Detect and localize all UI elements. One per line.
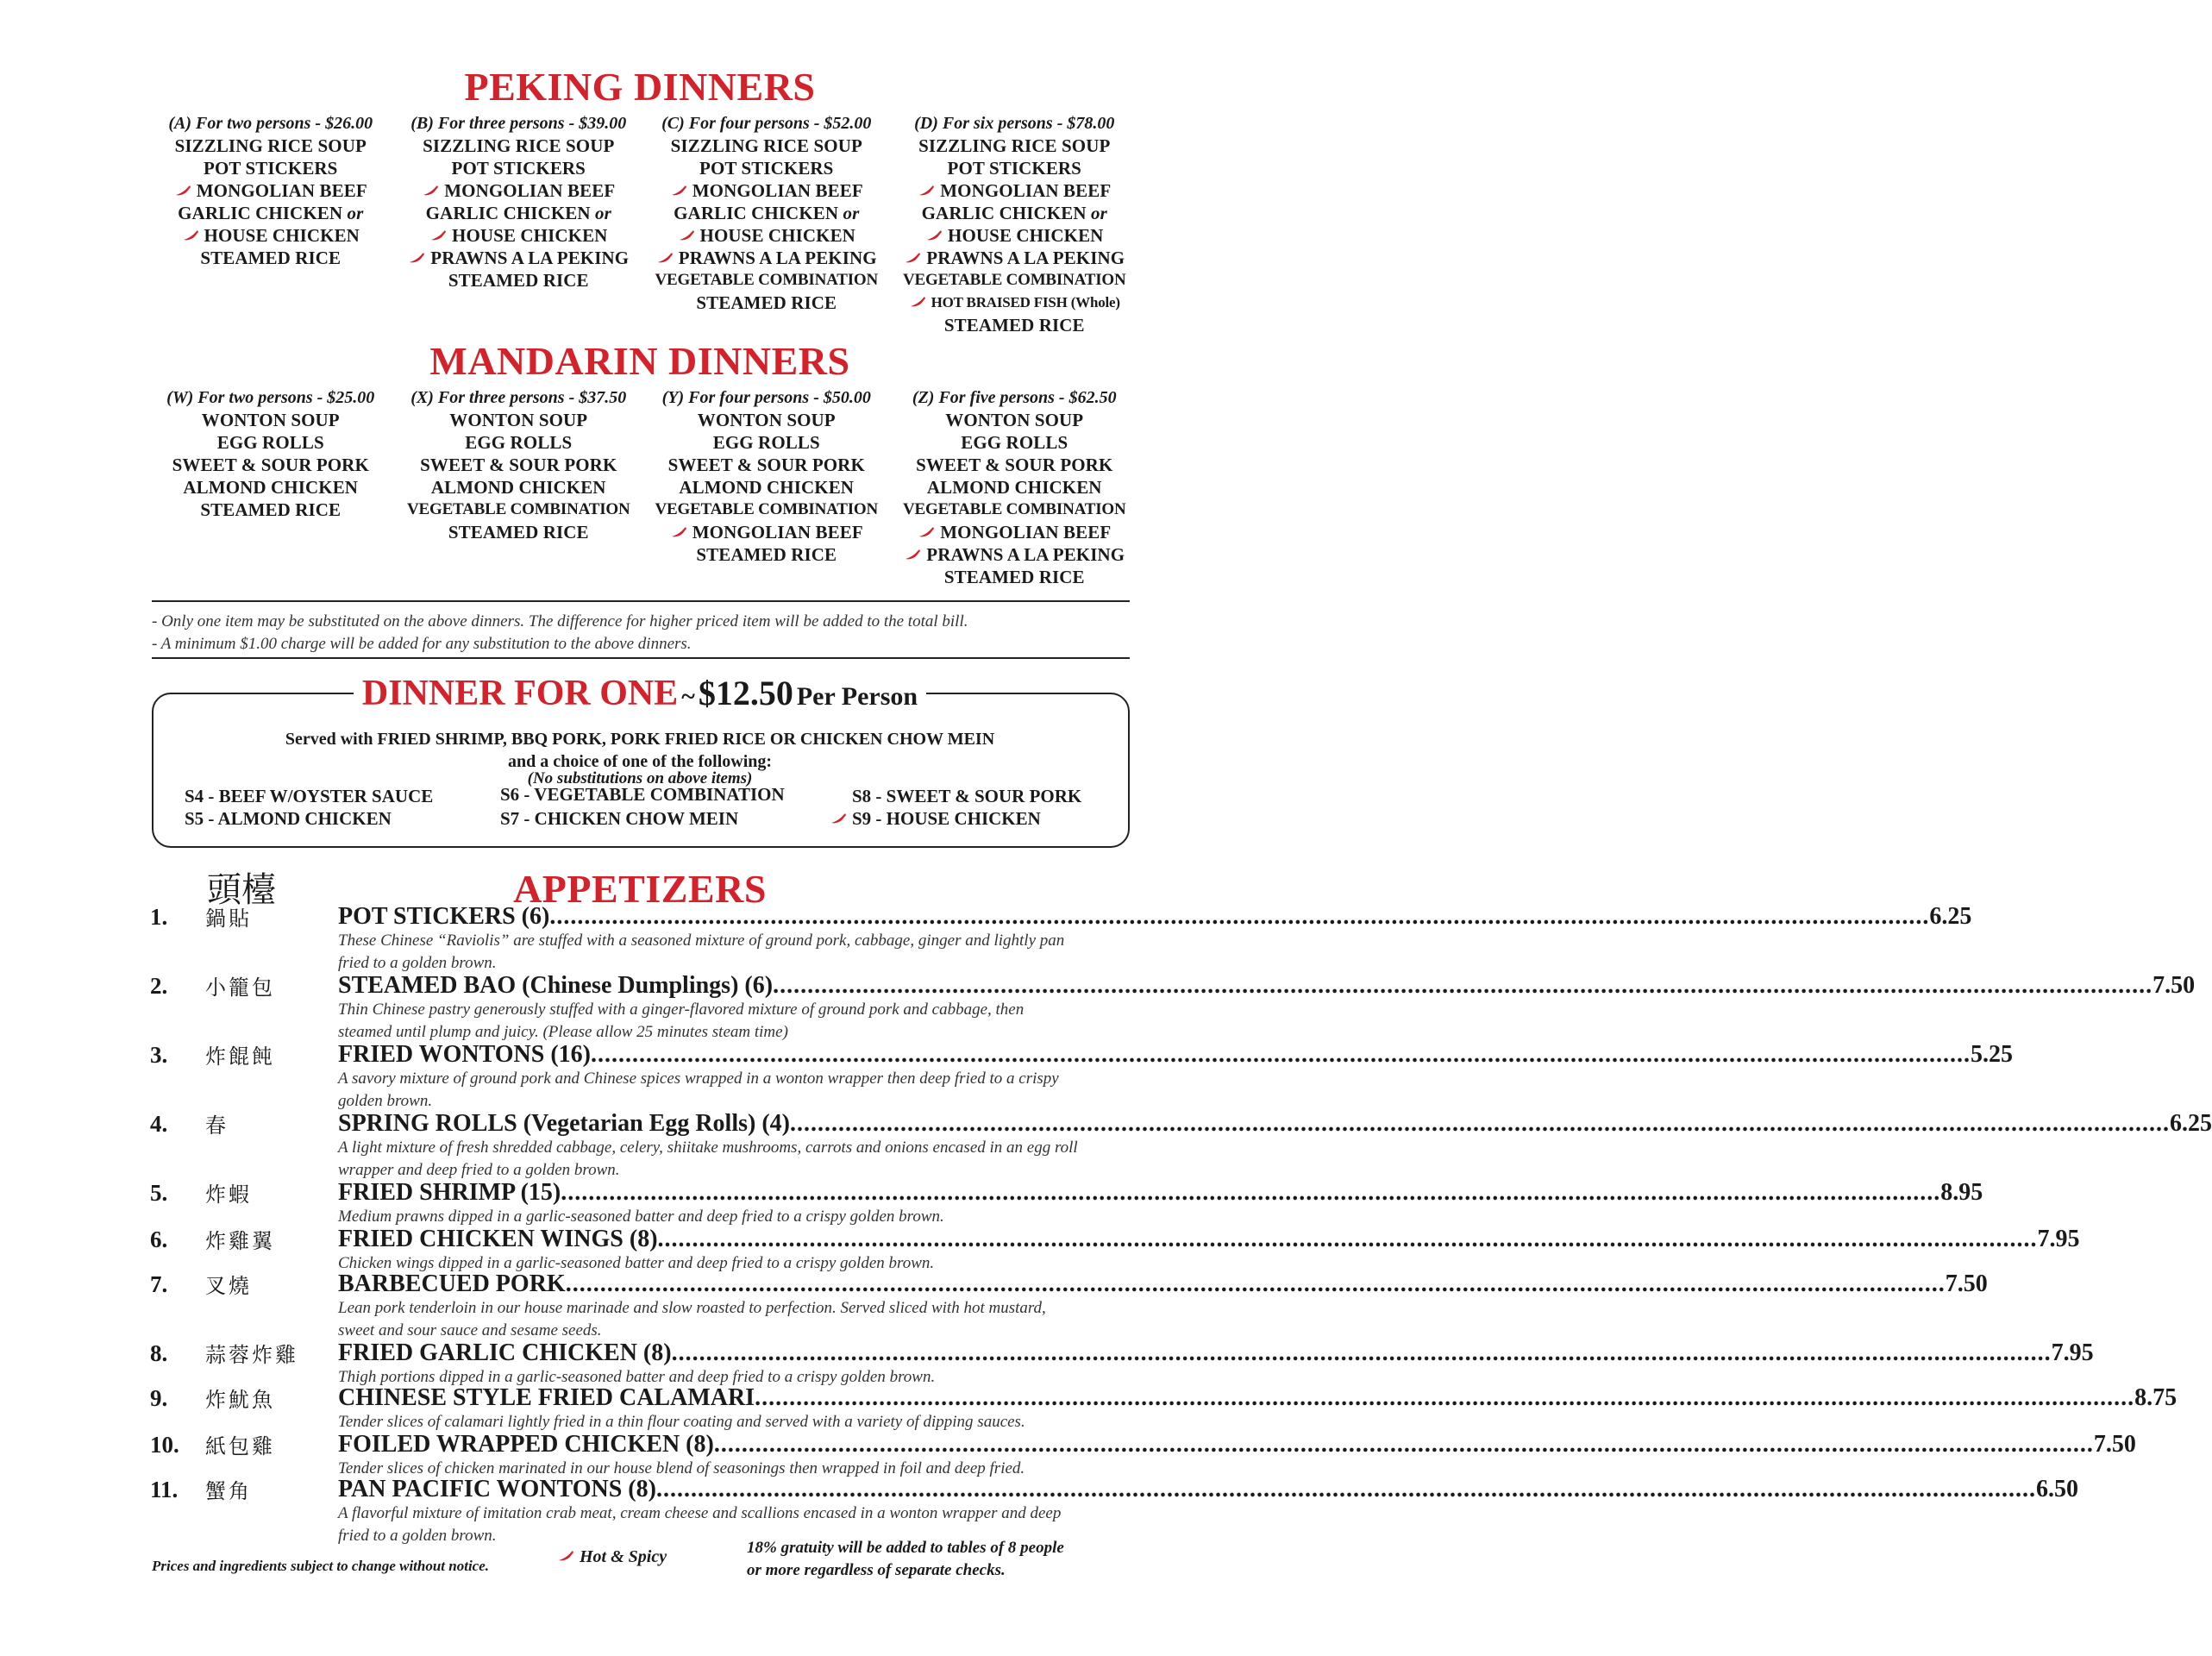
appetizer-name: PAN PACIFIC WONTONS (8) [338,1476,656,1502]
combo-item-label: POT STICKERS [451,158,586,179]
combo-item-label: VEGETABLE COMBINATION [655,271,878,289]
appetizer-number: 7. [150,1271,168,1297]
combo-heading: (A) For two persons - $26.00 [168,114,373,133]
hot-pepper-icon [925,229,943,242]
combo-heading: (X) For three persons - $37.50 [410,388,627,407]
note-line: - Only one item may be substituted on the above dinners. The difference for higher priced item will be added to the total bill. [152,612,968,630]
combo-item-label: EGG ROLLS [465,432,573,453]
combo-item [642,157,891,179]
appetizer-line [338,972,2196,999]
combo-item [147,476,395,499]
combo-item [891,224,1139,247]
combo-column [147,112,395,336]
appetizer-line [338,903,1972,930]
or-label: or [843,203,860,223]
combo-item-label: EGG ROLLS [961,432,1068,453]
appetizer-price: 5.25 [1971,1041,2014,1068]
appetizer-number: 6. [150,1226,168,1252]
combo-item-label: GARLIC CHICKEN [674,203,839,223]
combo-item-label: PRAWNS A LA PEKING [926,544,1125,565]
appetizer-line [338,1384,2178,1411]
combo-item [642,409,891,431]
combo-item-label: MONGOLIAN BEEF [692,522,863,543]
hot-pepper-icon [904,549,921,561]
dot-leader: ........................................................................................................................................................................................................ [713,1431,2094,1458]
hot-pepper-icon [408,252,425,264]
combo-item-label: GARLIC CHICKEN [425,203,591,223]
combo-item [147,157,395,179]
hot-pepper-icon [557,1550,574,1562]
combo-item [147,247,395,269]
combo-item [395,521,643,543]
appetizer-name: BARBECUED PORK [338,1270,566,1297]
combo-item-label: SIZZLING RICE SOUP [423,135,615,156]
appetizer-name: FOILED WRAPPED CHICKEN (8) [338,1431,714,1458]
combo-item [891,314,1139,336]
substitution-notes [152,611,968,656]
combo-item [891,566,1139,588]
appetizer-description: A flavorful mixture of imitation crab meat, cream cheese and scallions encased in a wonton wrapper and deep fried to a golden brown. [338,1504,1062,1545]
combo-heading: (Y) For four persons - $50.00 [661,388,871,407]
appetizers-chinese-title: 頭檯 [207,870,276,910]
combo-item [642,431,891,454]
combo-item-label: MONGOLIAN BEEF [940,522,1112,543]
or-label: or [347,203,364,223]
combo-item-label: POT STICKERS [204,158,338,179]
combo-column [642,112,891,336]
hot-pepper-icon [904,252,921,264]
combo-item [395,179,643,202]
combo-item [642,292,891,314]
appetizer-price: 7.50 [1945,1270,1988,1297]
combo-item-label: GARLIC CHICKEN [178,203,343,223]
appetizer-number: 1. [150,904,168,930]
appetizer-chinese-name: 叉燒 [205,1274,252,1298]
combo-item-label: SWEET & SOUR PORK [916,455,1113,475]
dinner-for-one-title: DINNER FOR ONE [361,674,679,713]
combo-item [642,543,891,566]
combo-item [891,269,1139,292]
appetizer-price: 7.95 [2051,1339,2094,1366]
hot-pepper-icon [656,252,674,264]
combo-item-label: VEGETABLE COMBINATION [903,271,1126,289]
combo-item-label: HOUSE CHICKEN [948,225,1104,246]
dot-leader: ........................................................................................................................................................................................................ [655,1476,2036,1502]
appetizer-description: A light mixture of fresh shredded cabbage, celery, shiitake mushrooms, carrots and onions encased in an egg roll wrapper and deep fried to a golden brown. [338,1138,1078,1179]
combo-item [642,499,891,521]
dot-leader: ........................................................................................................................................................................................................ [565,1270,1946,1297]
appetizer-name: CHINESE STYLE FRIED CALAMARI [338,1384,755,1411]
combo-item-label: VEGETABLE COMBINATION [655,500,878,518]
appetizer-price: 8.95 [1940,1179,1983,1206]
combo-item-label: STEAMED RICE [200,248,342,268]
combo-item-label: STEAMED RICE [696,544,837,565]
combo-item [395,431,643,454]
appetizer-price: 8.75 [2134,1384,2178,1411]
combo-heading: (D) For six persons - $78.00 [914,114,1115,133]
combo-item-label: STEAMED RICE [943,315,1085,336]
combo-item-label: SIZZLING RICE SOUP [174,135,367,156]
combo-item-label: HOUSE CHICKEN [699,225,855,246]
combo-item [891,292,1139,314]
combo-item-label: ALMOND CHICKEN [926,477,1102,498]
combo-heading: (W) For two persons - $25.00 [166,388,375,407]
combo-item-label: POT STICKERS [699,158,834,179]
gratuity-line: or more regardless of separate checks. [747,1561,1006,1579]
combo-item-label: EGG ROLLS [216,432,324,453]
dot-leader: ........................................................................................................................................................................................................ [561,1179,1941,1206]
appetizer-number: 5. [150,1180,168,1206]
combo-item-label: WONTON SOUP [449,410,588,430]
combo-item [891,247,1139,269]
combo-item-label: HOUSE CHICKEN [204,225,360,246]
combo-item [395,247,643,269]
combo-item [395,157,643,179]
served-with-line: Served with FRIED SHRIMP, BBQ PORK, PORK FRIED RICE OR CHICKEN CHOW MEIN [285,730,995,749]
combo-item-label: STEAMED RICE [943,567,1085,587]
combo-column [891,112,1139,336]
combo-item-label: STEAMED RICE [200,499,342,520]
combo-item [147,431,395,454]
combo-item-label: VEGETABLE COMBINATION [407,500,630,518]
appetizer-chinese-name: 炸魷魚 [205,1388,275,1412]
option-s5: S5 - ALMOND CHICKEN [185,808,392,829]
combo-item [147,224,395,247]
appetizer-number: 8. [150,1340,168,1366]
appetizer-chinese-name: 春 [205,1113,229,1138]
hot-pepper-icon [918,185,935,197]
appetizer-chinese-name: 小籠包 [205,975,275,1000]
appetizer-line [338,1476,2078,1502]
combo-item [147,454,395,476]
combo-item [147,179,395,202]
combo-item-label: MONGOLIAN BEEF [692,180,863,201]
appetizer-chinese-name: 蟹角 [205,1479,252,1503]
hot-pepper-icon [174,185,191,197]
combo-item [642,135,891,157]
peking-dinners-grid [147,112,1138,336]
combo-item [642,521,891,543]
appetizer-number: 4. [150,1111,168,1137]
appetizers-title: APPETIZERS [513,867,767,911]
hot-pepper-icon [670,526,687,538]
dot-leader: ........................................................................................................................................................................................................ [657,1226,2038,1252]
combo-item-label: SWEET & SOUR PORK [667,455,865,475]
dot-leader: ........................................................................................................................................................................................................ [549,903,1930,930]
dot-leader: ........................................................................................................................................................................................................ [671,1339,2052,1366]
combo-item [891,454,1139,476]
appetizer-name: POT STICKERS (6) [338,903,550,930]
combo-item [147,202,395,224]
per-person-label: Per Person [796,682,918,711]
appetizer-price: 7.95 [2037,1226,2080,1252]
combo-item [891,202,1139,224]
combo-item [147,499,395,521]
combo-item [891,476,1139,499]
combo-item-label: SIZZLING RICE SOUP [918,135,1111,156]
combo-item [642,269,891,292]
hot-pepper-icon [429,229,447,242]
appetizer-description: Tender slices of chicken marinated in our house blend of seasonings then wrapped in foil and deep fried. [338,1459,1025,1477]
appetizer-number: 10. [150,1432,179,1458]
or-label: or [595,203,611,223]
appetizer-description: A savory mixture of ground pork and Chinese spices wrapped in a wonton wrapper then deep fried to a crispy golden brown. [338,1070,1059,1110]
combo-item [395,202,643,224]
combo-item-label: MONGOLIAN BEEF [196,180,367,201]
combo-item-label: PRAWNS A LA PEKING [430,248,630,268]
combo-item-label: SWEET & SOUR PORK [172,455,369,475]
option-s7: S7 - CHICKEN CHOW MEIN [500,808,739,829]
mandarin-dinners-grid [147,386,1138,588]
gratuity-line: 18% gratuity will be added to tables of 8 people [747,1539,1064,1557]
appetizer-chinese-name: 炸蝦 [205,1182,252,1207]
combo-column [642,386,891,588]
appetizer-line [338,1431,2136,1458]
combo-item [642,476,891,499]
appetizer-name: FRIED SHRIMP (15) [338,1179,561,1206]
gratuity-note [747,1537,1064,1582]
appetizer-line [338,1270,1988,1297]
note-line: - A minimum $1.00 charge will be added for any substitution to the above dinners. [152,635,692,653]
combo-item-label: ALMOND CHICKEN [183,477,359,498]
appetizer-price: 7.50 [2152,972,2196,999]
combo-item [395,499,643,521]
combo-item-label: HOT BRAISED FISH (Whole) [931,294,1120,310]
mandarin-dinners-title: MANDARIN DINNERS [429,339,850,383]
combo-item-label: SIZZLING RICE SOUP [670,135,862,156]
hot-pepper-icon [678,229,695,242]
combo-item [395,476,643,499]
combo-item-label: MONGOLIAN BEEF [444,180,616,201]
combo-item [891,431,1139,454]
combo-item [395,224,643,247]
combo-item-label: WONTON SOUP [945,410,1084,430]
combo-item [642,179,891,202]
combo-item-label: POT STICKERS [947,158,1081,179]
combo-item [642,202,891,224]
appetizer-line [338,1339,2094,1366]
hot-pepper-icon [182,229,199,242]
combo-heading: (C) For four persons - $52.00 [661,114,872,133]
combo-item [642,224,891,247]
combo-item-label: PRAWNS A LA PEKING [678,248,877,268]
appetizer-name: FRIED WONTONS (16) [338,1041,592,1068]
combo-item [891,521,1139,543]
appetizer-number: 2. [150,973,168,999]
dot-leader: ........................................................................................................................................................................................................ [591,1041,1971,1068]
combo-item [891,135,1139,157]
combo-item [891,543,1139,566]
hot-spicy-legend [557,1547,667,1567]
no-substitution-note: (No substitutions on above items) [527,769,753,787]
combo-column [395,386,643,588]
appetizer-chinese-name: 炸餛飩 [205,1044,275,1069]
appetizer-name: FRIED CHICKEN WINGS (8) [338,1226,658,1252]
combo-item-label: EGG ROLLS [712,432,820,453]
appetizer-name: STEAMED BAO (Chinese Dumplings) (6) [338,972,774,999]
appetizer-chinese-name: 蒜蓉炸雞 [205,1343,298,1367]
dot-leader: ........................................................................................................................................................................................................ [755,1384,2135,1411]
option-s8: S8 - SWEET & SOUR PORK [852,786,1082,806]
appetizer-name: FRIED GARLIC CHICKEN (8) [338,1339,672,1366]
hot-pepper-icon [670,185,687,197]
combo-item-label: MONGOLIAN BEEF [940,180,1112,201]
divider-bottom [152,657,1130,659]
appetizer-description: Tender slices of calamari lightly fried in a thin flour coating and served with a variety of dipping sauces. [338,1413,1025,1431]
appetizer-description: Medium prawns dipped in a garlic-seasoned batter and deep fried to a crispy golden brown. [338,1208,944,1226]
combo-item [642,454,891,476]
or-label: or [1091,203,1107,223]
appetizer-description: Lean pork tenderloin in our house marinade and slow roasted to perfection. Served sliced with hot mustard, sweet and sour sauce and sesame seeds. [338,1299,1046,1339]
hot-pepper-icon [918,526,935,538]
appetizer-chinese-name: 炸雞翼 [205,1229,275,1253]
combo-item-label: WONTON SOUP [201,410,340,430]
dinner-for-one-heading [0,673,1280,714]
hot-pepper-icon [830,812,847,825]
divider-top [152,600,1130,602]
appetizer-description: Chicken wings dipped in a garlic-seasoned batter and deep fried to a crispy golden brown. [338,1254,935,1272]
appetizer-line [338,1179,1983,1206]
appetizer-line [338,1226,2080,1252]
appetizer-chinese-name: 鍋貼 [205,906,252,931]
combo-item [891,157,1139,179]
prices-note: Prices and ingredients subject to change without notice. [152,1558,490,1574]
combo-item-label: STEAMED RICE [448,270,589,291]
combo-item-label: WONTON SOUP [697,410,836,430]
appetizer-number: 9. [150,1385,168,1411]
combo-item-label: STEAMED RICE [696,292,837,313]
combo-item-label: ALMOND CHICKEN [430,477,606,498]
combo-item [147,409,395,431]
appetizer-price: 6.50 [2035,1476,2078,1502]
hot-spicy-label: Hot & Spicy [580,1547,667,1566]
combo-item [891,499,1139,521]
combo-item [147,135,395,157]
appetizer-number: 11. [150,1477,179,1502]
combo-item-label: STEAMED RICE [448,522,589,543]
combo-item-label: HOUSE CHICKEN [452,225,608,246]
combo-column [395,112,643,336]
combo-item [395,409,643,431]
appetizer-description: Thigh portions dipped in a garlic-seasoned batter and deep fried to a crispy golden brown. [338,1368,936,1386]
appetizer-number: 3. [150,1042,168,1068]
combo-item [395,135,643,157]
combo-item [891,409,1139,431]
combo-item-label: SWEET & SOUR PORK [420,455,617,475]
choice-line: and a choice of one of the following: [507,752,773,771]
appetizer-description: Thin Chinese pastry generously stuffed with a ginger-flavored mixture of ground pork and cabbage, then steamed until plump and juicy. (Please allow 25 minutes steam time) [338,1000,1025,1041]
option-s4: S4 - BEEF W/OYSTER SAUCE [185,786,434,806]
title-tilde: ~ [681,682,695,711]
appetizer-price: 6.25 [1929,903,1972,930]
combo-item-label: VEGETABLE COMBINATION [903,500,1126,518]
option-s9 [830,807,1041,830]
combo-heading: (Z) For five persons - $62.50 [912,388,1117,407]
option-s6: S6 - VEGETABLE COMBINATION [500,784,785,805]
appetizer-line [338,1041,2014,1068]
combo-item [395,454,643,476]
dot-leader: ........................................................................................................................................................................................................ [789,1110,2170,1137]
appetizer-name: SPRING ROLLS (Vegetarian Egg Rolls) (4) [338,1110,790,1137]
appetizer-chinese-name: 紙包雞 [205,1434,275,1458]
hot-pepper-icon [909,296,926,308]
dinner-for-one-price: $12.50 [698,674,793,712]
combo-item-label: GARLIC CHICKEN [921,203,1087,223]
appetizer-line [338,1110,2212,1137]
peking-dinners-title: PEKING DINNERS [464,65,816,109]
combo-item [891,179,1139,202]
combo-column [891,386,1139,588]
appetizer-description: These Chinese “Raviolis” are stuffed with a seasoned mixture of ground pork, cabbage, ginger and lightly pan fried to a golden brown. [338,932,1065,972]
hot-pepper-icon [422,185,439,197]
combo-item-label: ALMOND CHICKEN [679,477,855,498]
combo-item-label: PRAWNS A LA PEKING [926,248,1125,268]
appetizer-price: 6.25 [2169,1110,2212,1137]
combo-item [642,247,891,269]
combo-item [395,269,643,292]
combo-column [147,386,395,588]
combo-heading: (B) For three persons - $39.00 [410,114,627,133]
dot-leader: ........................................................................................................................................................................................................ [773,972,2153,999]
option-s9-label: S9 - HOUSE CHICKEN [852,808,1041,829]
appetizer-price: 7.50 [2093,1431,2136,1458]
